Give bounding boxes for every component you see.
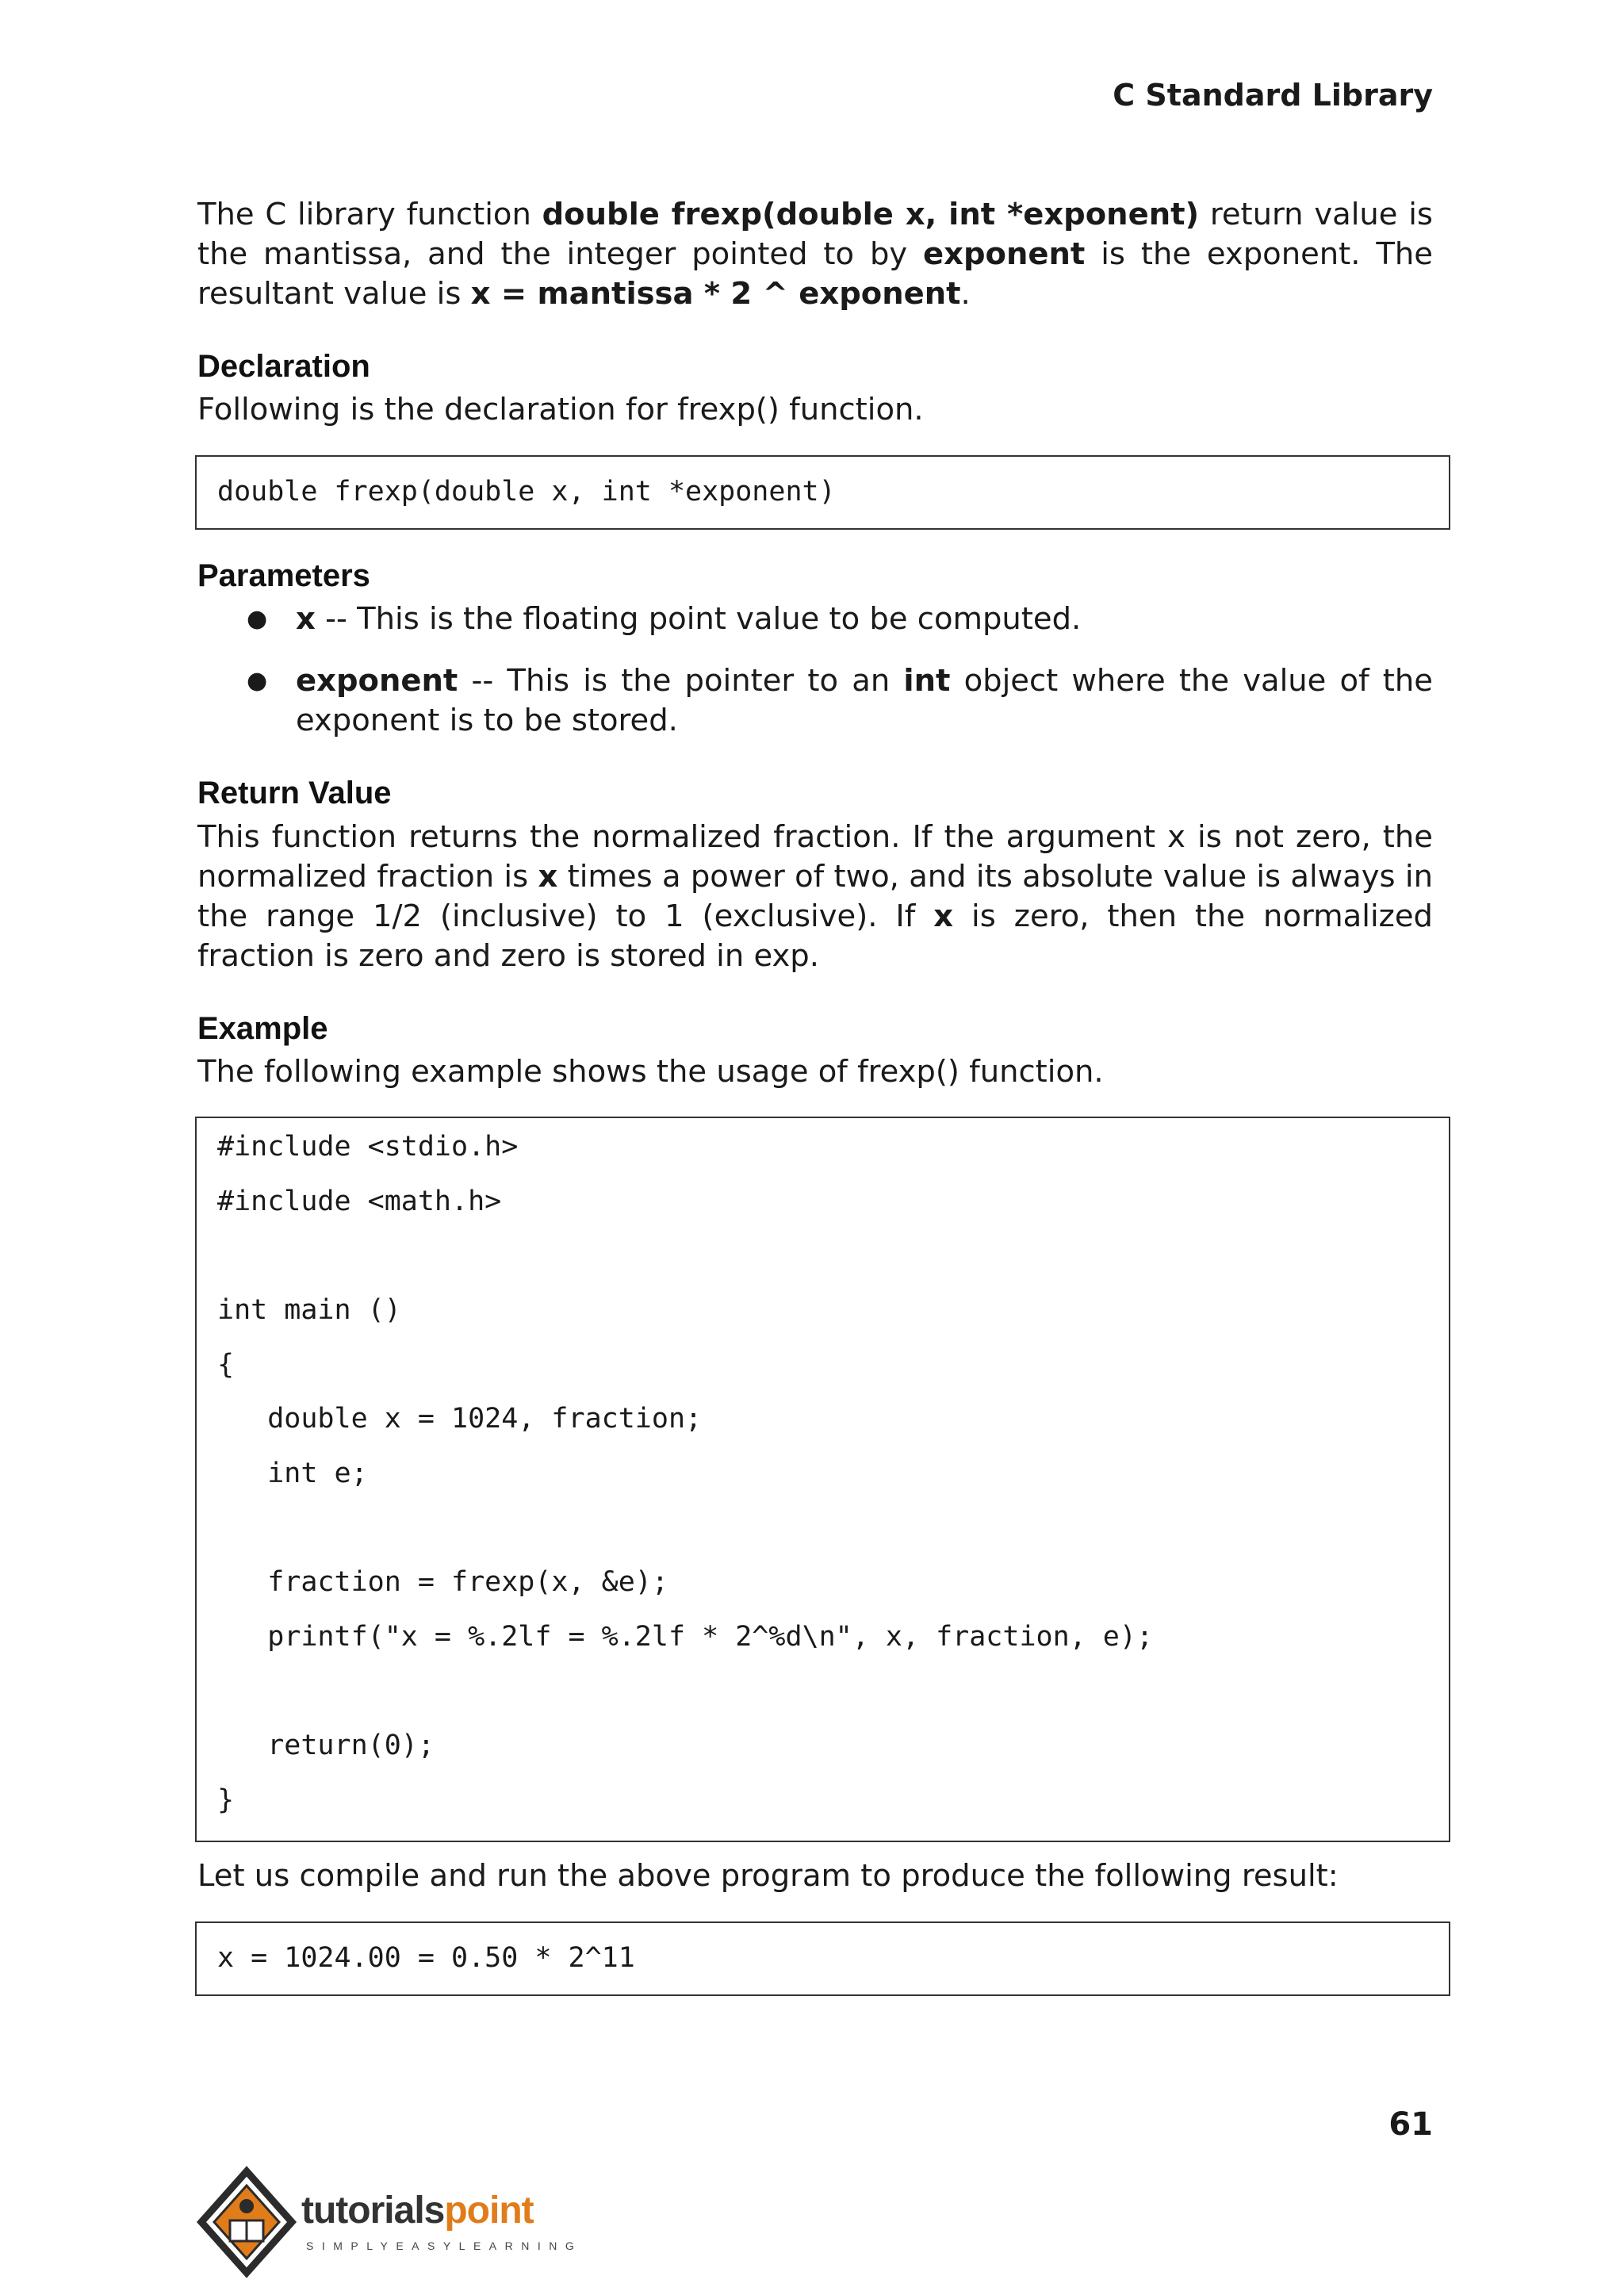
intro-text-1: The C library function	[197, 197, 542, 232]
return-text-1: This function returns the normalized fraction. If the argument x is not zero, the normalized fraction is	[197, 819, 1433, 895]
code-line: printf("x = %.2lf = %.2lf * 2^%d\n", x, fraction, e);	[217, 1621, 1154, 1653]
logo-word-2: point	[444, 2190, 534, 2232]
intro-bold-signature: double frexp(double x, int *exponent)	[542, 197, 1200, 232]
return-value-heading: Return Value	[197, 776, 392, 810]
parameter-name: x	[296, 601, 316, 637]
bullet-icon: ●	[247, 605, 268, 633]
parameter-text	[296, 661, 1433, 741]
example-heading: Example	[197, 1011, 328, 1046]
code-line: #include <stdio.h>	[217, 1131, 519, 1163]
code-line: {	[217, 1349, 235, 1381]
tutorialspoint-logo	[195, 2165, 583, 2284]
intro-paragraph	[197, 195, 1433, 314]
logo-word-1: tutorials	[301, 2190, 445, 2232]
code-line: fraction = frexp(x, &e);	[217, 1566, 668, 1598]
running-header: C Standard Library	[1113, 78, 1433, 113]
logo-emblem-icon	[195, 2165, 298, 2284]
logo-wordmark	[301, 2189, 534, 2232]
parameter-name: exponent	[296, 663, 458, 699]
intro-text-3: is the exponent. The resultant value is	[197, 236, 1433, 312]
intro-bold-formula: x = mantissa * 2 ^ exponent	[470, 276, 961, 312]
intro-text-2: return value is the mantissa, and the integer pointed to by	[197, 197, 1433, 272]
return-bold-x-2: x	[933, 898, 954, 934]
declaration-code-line: double frexp(double x, int *exponent)	[217, 476, 836, 508]
code-line: #include <math.h>	[217, 1186, 502, 1217]
result-output-line: x = 1024.00 = 0.50 * 2^11	[217, 1942, 635, 1974]
parameter-desc: -- This is the floating point value to be computed.	[315, 601, 1082, 637]
return-bold-x-1: x	[538, 859, 558, 895]
parameter-text	[296, 600, 1433, 639]
result-text: Let us compile and run the above program to produce the following result:	[197, 1858, 1339, 1894]
parameter-desc-2: object where the value of the exponent is to be stored.	[296, 663, 1433, 738]
code-line: return(0);	[217, 1730, 435, 1761]
code-line: int main ()	[217, 1294, 401, 1326]
intro-bold-exponent: exponent	[923, 236, 1086, 272]
declaration-text: Following is the declaration for frexp() function.	[197, 392, 924, 427]
logo-tagline: SIMPLYEASYLEARNING	[306, 2239, 583, 2252]
return-text-2: times a power of two, and its absolute value is always in the range 1/2 (inclusive) to 1 (exclusive). If	[197, 859, 1433, 934]
code-line: }	[217, 1784, 235, 1816]
code-line: int e;	[217, 1458, 368, 1489]
example-code-box	[195, 1117, 1450, 1842]
return-text-3: is zero, then the normalized fraction is zero and zero is stored in exp.	[197, 898, 1433, 974]
parameter-desc: -- This is the pointer to an	[458, 663, 904, 699]
example-text: The following example shows the usage of frexp() function.	[197, 1054, 1104, 1090]
declaration-heading: Declaration	[197, 349, 370, 384]
parameter-type: int	[903, 663, 951, 699]
code-line: double x = 1024, fraction;	[217, 1403, 703, 1435]
bullet-icon: ●	[247, 667, 268, 695]
parameter-item-exponent	[197, 661, 1433, 741]
parameters-heading: Parameters	[197, 558, 370, 593]
result-output-box	[195, 1921, 1450, 1996]
return-value-paragraph	[197, 818, 1433, 976]
declaration-code-box	[195, 455, 1450, 530]
page-number: 61	[1388, 2106, 1433, 2143]
parameter-item-x	[197, 600, 1433, 639]
intro-text-4: .	[960, 276, 971, 312]
